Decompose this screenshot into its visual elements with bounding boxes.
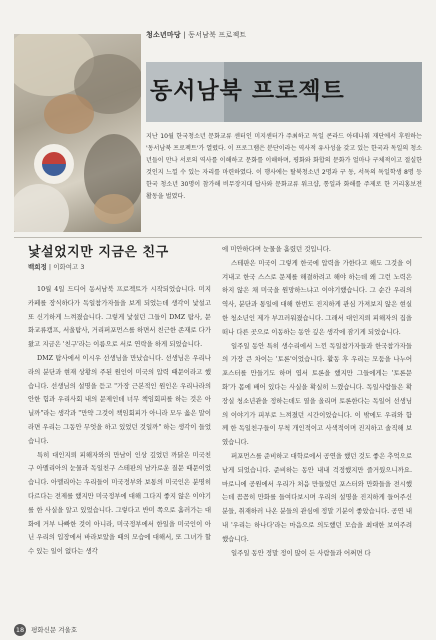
body-column-right	[222, 243, 412, 560]
body-paragraph: 퍼포먼스를 준비하고 대학로에서 공연을 했던 것도 좋은 추억으로 남게 되었습니다. 준비하는 동안 내내 걱정했지만 즐거웠으니까요. 마로니에 공원에서 우리가 처음 만들었던 포스터와 만화들을 전시했는데 꼼꼼히 만화를 들여다보시며 우리의 설명을 진지하게 들어주신 분들, 취재하러 나온 분들의 관심에 정말 기분이 좋았습니다. 공연 내내 '우리는 하나다'라는 마음으로 의도했던 모습을 최대한 보여주려 했습니다.	[222, 451, 412, 543]
page-number: 18	[15, 626, 25, 634]
section-label	[146, 30, 246, 40]
subsection-name: 동서남북 프로젝트	[188, 31, 247, 39]
author-name: 백희정	[28, 263, 47, 271]
article-photo	[14, 34, 141, 232]
article-intro: 지난 10월 한국청소년 문화교류 센터인 미지센터가 주최하고 독일 콘라드 아데나워 재단에서 후원하는 '동서남북 프로젝트'가 열렸다. 이 프로그램은 분단이라는 역사적 유사성을 갖고 있는 한국과 독일의 청소년들이 만나 서로의 역사를 이해하고 문화를 이해하며, 평화와 화합의 문화가 얼마나 구체적이고 절실한 것인지 느낄 수 있는 자리를 마련하였다. 이 행사에는 탈북청소년 2명과 구 동, 서독의 독일학생 8명 등 한국 청소년 30명이 참가해 비무장지대 답사와 문화교류 워크샵, 통일과 화해를 주제로 한 거리홍보전 활동을 벌였다.	[146, 133, 422, 201]
body-paragraph: 일주일 동안 정말 정이 많이 든 사람들과 어쩌면 다	[231, 548, 371, 557]
body-column-left	[28, 283, 211, 559]
body-paragraph: 에 미안하다며 눈물을 흘렸던 것입니다.	[222, 245, 331, 253]
author-school: 이화여고 3	[53, 263, 85, 271]
section-divider	[14, 237, 422, 238]
body-paragraph: 10월 4일 드디어 동서남북 프로젝트가 시작되었습니다. 미지카페를 장식하다가 독일참가자들을 보게 되었는데 생각이 낯설고 또 신기하게 느껴졌습니다. 그렇게 낯설던 그들이 DMZ 탐사, 문화교류캠프, 서울탐사, 거리퍼포먼스를 하면서 친근한 존재로 다가왔고 지금은 '친구'라는 이름으로 서로 연락을 하게 되었습니다.	[28, 285, 211, 349]
article-title: 동서남북 프로젝트	[150, 78, 345, 104]
magazine-name: 평화신문 겨울호	[31, 626, 78, 634]
byline	[28, 262, 85, 271]
body-paragraph: DMZ 탐사에서 이시우 선생님을 만났습니다. 선생님은 우리나라의 분단과 현재 상황의 주된 원인이 미국의 압력 때문이라고 했습니다. 선생님의 설명을 듣고 "가장 근본적인 원인은 우리나라의 안한 힘과 우리사회 내의 문제인데 너무 책임회피를 하는 것은 아닐까"라는 생각과 "만약 그것이 책임회피가 아니라 모두 옳은 말이라면 우리는 그동안 무엇을 하고 있었던 것일까" 하는 생각이 들었습니다.	[28, 353, 211, 445]
body-paragraph: 일주일 동안 특히 생수리에서 느낀 독일참가자들과 한국참가자들의 가장 큰 차이는 '토론'이었습니다. 활동 후 우리는 모둠을 나누어 포스터를 만들기도 하며 엽서 토론을 했지만 그들에게는 '토론문화'가 몸에 배어 있다는 사실을 확실히 느꼈습니다. 독일사람들은 확장실 청소년관을 정하는데도 열을 올리며 토론한다는 독일어 선생님의 이야기가 피부로 느껴졌던 시간이었습니다. 이 밖에도 우리와 함께 한 독일친구들이 무척 개인적이고 사색적이며 진지하고 솔직해 보였습니다.	[222, 341, 412, 447]
body-paragraph: 스테판은 미국이 그렇게 한국에 압력을 가한다고 해도 그것을 이겨내고 한국 스스로 문제를 해결하려고 해야 하는데 왜 그런 노력은 하지 않은 채 미국을 원망하느냐고 이야기했습니다. 그 순간 우리의 역사, 분단과 통일에 대해 한번도 진지하게 관심 가져보지 않은 현실한 청소년인 제가 부끄러워졌습니다. 그래서 대인지뢰 피해자의 집을 떠나 다른 곳으로 이동하는 동안 깊은 생각에 잠기게 되었습니다.	[222, 258, 412, 336]
byline-separator: |	[48, 263, 54, 271]
section-separator: |	[183, 31, 186, 39]
body-paragraph: 특히 대인지뢰 피해자와의 만남이 인상 깊었던 까닭은 미국친구 아멜리아의 눈물과 독일친구 스테판의 남카로운 질문 때문이었습니다. 아멜리아는 우리들이 미국정부와 보통의 미국인은 분명히 다르다는 전제를 했지만 미국정부에 대해 그다지 좋지 않은 이야기를 한 사실을 알고 있었습니다. 그렇다고 반미 쪽으로 흘러가는 대화에 거부 나빠한 것이 아니라, 미국정부에서 한일을 미국인이 아닌 우리의 입장에서 바라보았을 때의 모습에 대해서, 또 그녀가 할 수 있는 일이 없다는 생각	[28, 450, 211, 556]
section-name: 청소년마당	[146, 31, 181, 39]
page-footer	[14, 624, 77, 636]
story-headline: 낯설었지만 지금은 친구	[28, 245, 169, 260]
